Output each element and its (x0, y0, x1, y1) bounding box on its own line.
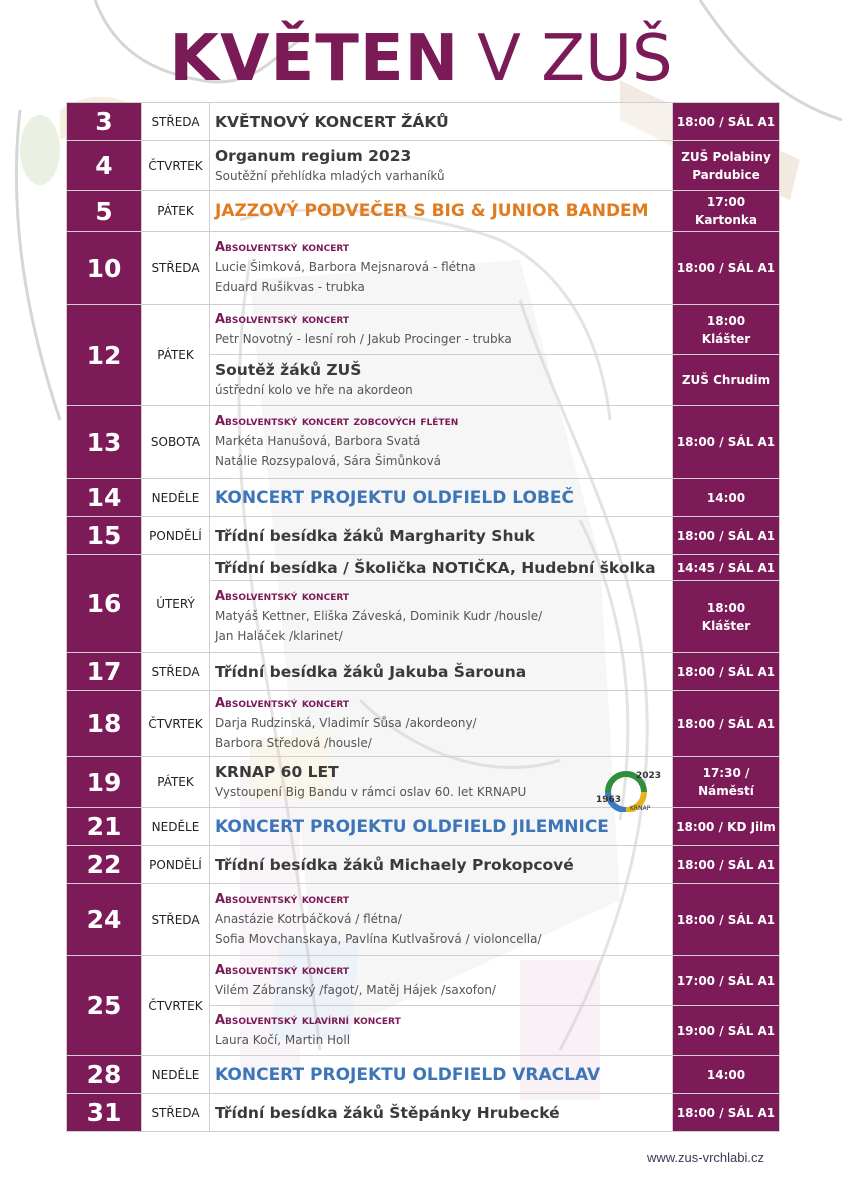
event-subtitle: Markéta Hanušová, Barbora Svatá (215, 434, 421, 448)
table-row (67, 191, 780, 232)
event-cell (210, 808, 673, 846)
event-title: Absolventský koncert (215, 311, 350, 327)
weekday: PONDĚLÍ (142, 846, 210, 884)
time-place: 19:00 / SÁL A1 (673, 1006, 780, 1056)
event-subtitle: Matyáš Kettner, Eliška Záveská, Dominik Kudr /housle/ (215, 608, 543, 623)
day-number: 10 (67, 232, 142, 305)
time-place: 18:00 / SÁL A1 (673, 232, 780, 305)
event-title: Třídní besídka žáků Jakuba Šarouna (215, 662, 527, 681)
event-cell (210, 1094, 673, 1132)
time-line-2: Klášter (701, 331, 751, 346)
event-cell (210, 884, 673, 956)
krnap-60-logo (594, 762, 664, 812)
time-place: 18:00 / SÁL A1 (673, 691, 780, 757)
logo-year-end: 2023 (636, 771, 662, 781)
table-row (67, 691, 780, 757)
time-place (673, 191, 780, 232)
event-title: Třídní besídka žáků Margharity Shuk (215, 526, 535, 545)
day-number: 16 (67, 555, 142, 653)
event-subtitle: Soutěžní přehlídka mladých varhaníků (215, 168, 445, 183)
time-place: 14:00 (673, 479, 780, 517)
day-number: 31 (67, 1094, 142, 1132)
table-row (67, 1056, 780, 1094)
event-cell (210, 555, 673, 581)
event-cell (210, 191, 673, 232)
time-line-1: 17:00 (706, 195, 746, 209)
event-cell (210, 757, 673, 812)
event-subtitle: ústřední kolo ve hře na akordeon (215, 383, 413, 397)
table-row (67, 479, 780, 517)
time-place: 14:45 / SÁL A1 (673, 555, 780, 581)
event-title: Absolventský klavírní koncert (215, 1012, 401, 1028)
weekday: PÁTEK (142, 305, 210, 406)
event-cell (210, 1006, 673, 1056)
event-cell (210, 141, 673, 191)
time-place: 18:00 / SÁL A1 (673, 653, 780, 691)
logo-name: KRNAP (630, 805, 651, 812)
event-title: KONCERT PROJEKTU OLDFIELD LOBEČ (215, 487, 574, 508)
time-place: 18:00 / SÁL A1 (673, 1094, 780, 1132)
event-subtitle: Lucie Šimková, Barbora Mejsnarová - flétna (215, 260, 476, 274)
day-number: 17 (67, 653, 142, 691)
time-place (673, 141, 780, 191)
table-row (67, 884, 780, 956)
time-place: 18:00 / SÁL A1 (673, 406, 780, 479)
table-row (67, 103, 780, 141)
time-line-1: 18:00 (706, 600, 746, 615)
table-row (67, 956, 780, 1006)
time-place: ZUŠ Chrudim (673, 355, 780, 406)
event-cell (210, 305, 673, 355)
weekday: STŘEDA (142, 103, 210, 141)
day-number: 15 (67, 517, 142, 555)
weekday: PÁTEK (142, 757, 210, 808)
event-title: Třídní besídka žáků Štěpánky Hrubecké (215, 1103, 560, 1122)
day-number: 14 (67, 479, 142, 517)
day-number: 3 (67, 103, 142, 141)
day-number: 22 (67, 846, 142, 884)
event-subtitle: Barbora Středová /housle/ (215, 735, 372, 750)
event-title: Absolventský koncert zobcových fléten (215, 414, 459, 429)
weekday: PONDĚLÍ (142, 517, 210, 555)
event-subtitle: Jan Haláček /klarinet/ (215, 628, 343, 643)
logo-year-start: 1963 (596, 795, 622, 805)
event-cell (210, 355, 673, 406)
event-cell (210, 956, 673, 1006)
table-row (67, 305, 780, 355)
event-title: JAZZOVÝ PODVEČER S BIG & JUNIOR BANDEM (215, 201, 649, 221)
time-line-2: Klášter (701, 618, 751, 633)
day-number: 19 (67, 757, 142, 808)
weekday: STŘEDA (142, 232, 210, 305)
event-title: Organum regium 2023 (215, 146, 412, 165)
time-place: 14:00 (673, 1056, 780, 1094)
day-number: 5 (67, 191, 142, 232)
table-row (67, 846, 780, 884)
event-title: KRNAP 60 LET (215, 763, 339, 781)
time-line-1: ZUŠ Polabiny (681, 149, 771, 164)
time-line-2: Kartonka (695, 213, 757, 227)
title-rest: V ZUŠ (477, 22, 673, 96)
event-subtitle: Petr Novotný - lesní roh / Jakub Procinger - trubka (215, 331, 512, 346)
event-title: Třídní besídka žáků Michaely Prokopcové (215, 855, 574, 874)
time-place: 18:00 / SÁL A1 (673, 846, 780, 884)
time-line-2: Pardubice (692, 167, 760, 182)
event-title: Absolventský koncert (215, 891, 350, 907)
page-title (0, 22, 842, 96)
event-subtitle: Anastázie Kotrbáčková / flétna/ (215, 911, 402, 926)
table-row (67, 1094, 780, 1132)
event-title: Absolventský koncert (215, 695, 350, 711)
event-title: Absolventský koncert (215, 240, 350, 255)
event-subtitle: Vystoupení Big Bandu v rámci oslav 60. let KRNAPU (215, 785, 527, 799)
table-row (67, 808, 780, 846)
event-title: KVĚTNOVÝ KONCERT ŽÁKŮ (215, 112, 449, 131)
day-number: 4 (67, 141, 142, 191)
weekday: STŘEDA (142, 653, 210, 691)
time-place: 17:00 / SÁL A1 (673, 956, 780, 1006)
event-subtitle: Natálie Rozsypalová, Sára Šimůnková (215, 454, 442, 468)
day-number: 25 (67, 956, 142, 1056)
table-row (67, 232, 780, 305)
day-number: 21 (67, 808, 142, 846)
day-number: 13 (67, 406, 142, 479)
day-number: 28 (67, 1056, 142, 1094)
weekday: STŘEDA (142, 884, 210, 956)
title-month: KVĚTEN (169, 22, 460, 96)
event-cell (210, 581, 673, 653)
event-title: Soutěž žáků ZUŠ (215, 361, 362, 379)
event-cell (210, 406, 673, 479)
event-cell (210, 691, 673, 757)
event-subtitle: Eduard Rušikvas - trubka (215, 280, 365, 294)
event-title: KONCERT PROJEKTU OLDFIELD JILEMNICE (215, 816, 609, 837)
event-subtitle: Vilém Zábranský /fagot/, Matěj Hájek /saxofon/ (215, 982, 496, 997)
event-cell (210, 232, 673, 305)
time-place: 18:00 / SÁL A1 (673, 517, 780, 555)
event-title: Absolventský koncert (215, 962, 350, 978)
event-cell (210, 103, 673, 141)
table-row (67, 406, 780, 479)
event-cell (210, 1056, 673, 1094)
time-place: 18:00 / SÁL A1 (673, 103, 780, 141)
time-place (673, 305, 780, 355)
day-number: 24 (67, 884, 142, 956)
weekday: NEDĚLE (142, 808, 210, 846)
weekday: ÚTERÝ (142, 555, 210, 653)
event-subtitle: Darja Rudzinská, Vladimír Sůsa /akordeony/ (215, 715, 477, 730)
weekday: NEDĚLE (142, 1056, 210, 1094)
event-title: KONCERT PROJEKTU OLDFIELD VRACLAV (215, 1064, 601, 1085)
time-place: 18:00 / KD Jilm (673, 808, 780, 846)
table-row (67, 517, 780, 555)
weekday: ČTVRTEK (142, 141, 210, 191)
weekday: ČTVRTEK (142, 956, 210, 1056)
weekday: STŘEDA (142, 1094, 210, 1132)
day-number: 18 (67, 691, 142, 757)
schedule-table (66, 102, 780, 1132)
time-line-1: 18:00 (706, 313, 746, 328)
event-cell (210, 846, 673, 884)
event-subtitle: Laura Kočí, Martin Holl (215, 1032, 351, 1047)
table-row (67, 141, 780, 191)
weekday: PÁTEK (142, 191, 210, 232)
event-cell (210, 653, 673, 691)
time-place: 17:30 / Náměstí (673, 757, 780, 808)
time-place: 18:00 / SÁL A1 (673, 884, 780, 956)
time-place (673, 581, 780, 653)
table-row (67, 757, 780, 808)
weekday: SOBOTA (142, 406, 210, 479)
table-row (67, 555, 780, 581)
event-title: Absolventský koncert (215, 588, 350, 604)
event-cell (210, 479, 673, 517)
event-title: Třídní besídka / Školička NOTIČKA, Hudební školka (215, 558, 656, 577)
weekday: ČTVRTEK (142, 691, 210, 757)
weekday: NEDĚLE (142, 479, 210, 517)
website-link[interactable]: www.zus-vrchlabi.cz (646, 1150, 764, 1165)
event-cell (210, 517, 673, 555)
day-number: 12 (67, 305, 142, 406)
event-subtitle: Sofia Movchanskaya, Pavlína Kutlvašrová / violoncella/ (215, 931, 542, 946)
table-row (67, 653, 780, 691)
